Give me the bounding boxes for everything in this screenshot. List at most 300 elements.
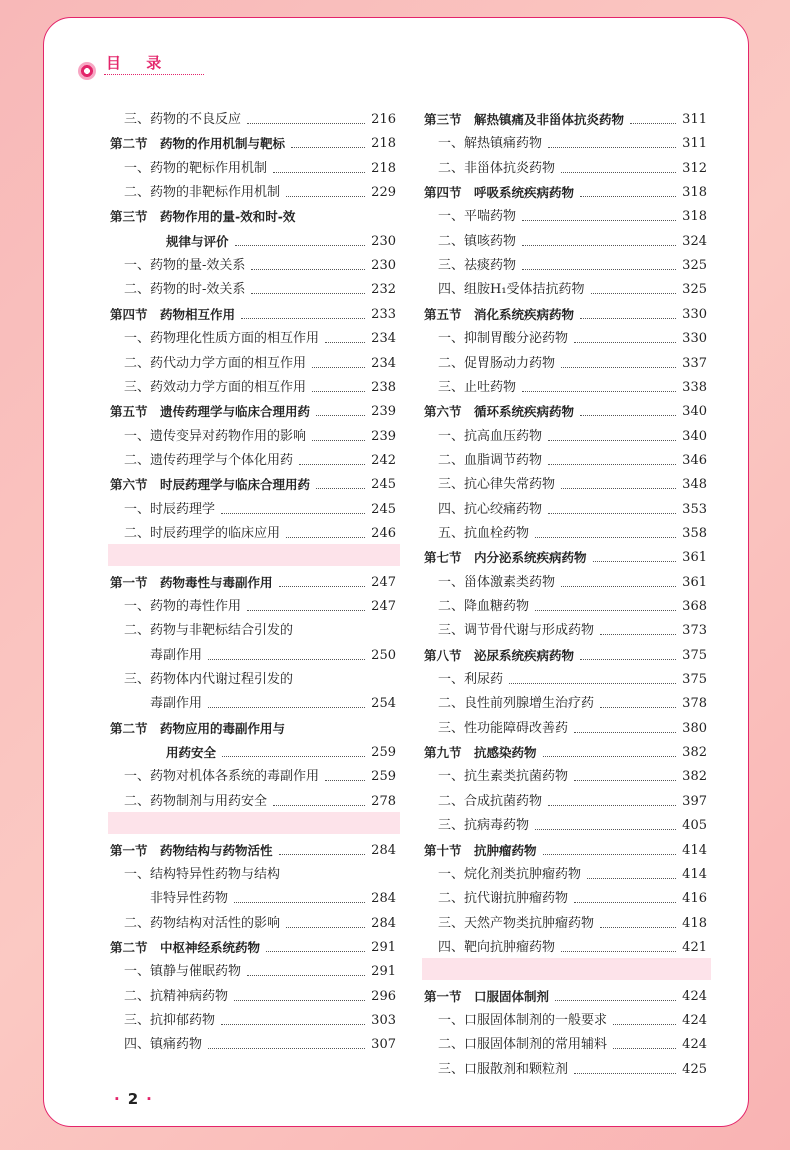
toc-entry-title: 第七节 内分泌系统疾病药物 — [424, 550, 587, 566]
toc-section[interactable] — [110, 932, 396, 956]
toc-entry-title: 三、天然产物类抗肿瘤药物 — [438, 915, 595, 931]
toc-entry-title: 第一节 药物毒性与毒副作用 — [110, 574, 273, 590]
toc-section[interactable] — [424, 396, 707, 420]
toc-entry-page: 325 — [682, 258, 707, 274]
toc-entry-page: 378 — [682, 696, 707, 712]
dot-leader — [286, 196, 365, 197]
toc-section[interactable] — [110, 567, 396, 591]
dot-leader — [221, 1024, 365, 1025]
dot-leader — [561, 367, 676, 368]
toc-entry-title: 四、镇痛药物 — [124, 1037, 203, 1053]
toc-entry-title: 第三节 解热镇痛及非甾体抗炎药物 — [424, 112, 625, 127]
toc-entry[interactable] — [124, 494, 396, 518]
toc-entry-title: 二、抗代谢抗肿瘤药物 — [438, 891, 569, 907]
chapter-highlight — [422, 958, 711, 980]
toc-entry[interactable] — [124, 1029, 396, 1053]
dot-leader — [574, 780, 676, 781]
toc-entry-page: 340 — [682, 428, 707, 444]
toc-entry-page: 216 — [371, 112, 396, 127]
toc-entry-title: 用药安全 — [166, 745, 217, 761]
dot-leader — [291, 147, 365, 148]
toc-entry-title: 四、抗心绞痛药物 — [438, 501, 543, 517]
toc-section[interactable] — [110, 299, 396, 323]
toc-section[interactable] — [424, 981, 707, 1005]
dot-leader — [279, 854, 366, 855]
page-footer — [106, 1090, 160, 1108]
toc-entry-title: 二、抗精神病药物 — [124, 988, 229, 1004]
dot-leader — [535, 537, 676, 538]
dot-leader — [235, 245, 366, 246]
dot-leader — [600, 634, 676, 635]
dot-leader — [574, 902, 676, 903]
dot-leader — [312, 391, 365, 392]
toc-entry-title: 三、止吐药物 — [438, 379, 517, 395]
toc-entry-title: 一、药物对机体各系统的毒副作用 — [124, 769, 320, 785]
dot-leader — [593, 561, 677, 562]
toc-entry[interactable] — [124, 323, 396, 347]
toc-entry-page: 296 — [371, 988, 396, 1004]
toc-entry-page: 311 — [682, 112, 707, 127]
dot-leader — [273, 805, 365, 806]
toc-entry[interactable] — [150, 883, 396, 907]
toc-entry-page: 361 — [682, 574, 707, 590]
toc-section[interactable] — [424, 835, 707, 859]
toc-entry[interactable] — [438, 1054, 707, 1078]
toc-entry-title: 一、解热镇痛药物 — [438, 136, 543, 152]
dot-leader — [580, 415, 676, 416]
dot-leader — [574, 732, 676, 733]
toc-entry-page: 218 — [371, 136, 396, 152]
toc-entry-page: 375 — [682, 672, 707, 688]
toc-entry[interactable] — [438, 688, 707, 712]
toc-entry[interactable] — [438, 908, 707, 932]
dot-leader — [543, 756, 677, 757]
toc-entry-title: 一、烷化剂类抗肿瘤药物 — [438, 866, 582, 882]
toc-entry-page: 382 — [682, 745, 707, 761]
toc-entry-page: 278 — [371, 793, 396, 809]
toc-entry-page: 361 — [682, 550, 707, 566]
toc-entry-title: 第八节 泌尿系统疾病药物 — [424, 647, 575, 663]
toc-entry-page: 337 — [682, 355, 707, 371]
toc-entry-page: 254 — [371, 696, 396, 712]
toc-entry-page: 418 — [682, 915, 707, 931]
toc-entry[interactable] — [438, 348, 707, 372]
toc-entry[interactable] — [124, 153, 396, 177]
toc-entry-title: 四、靶向抗肿瘤药物 — [438, 939, 556, 955]
dot-leader — [251, 269, 365, 270]
toc-entry-title: 一、药物的毒性作用 — [124, 599, 242, 614]
toc-entry[interactable] — [438, 226, 707, 250]
toc-entry-page: 291 — [371, 939, 396, 955]
toc-entry-page: 325 — [682, 282, 707, 298]
toc-section[interactable] — [424, 104, 707, 128]
toc-entry[interactable] — [124, 956, 396, 980]
toc-entry[interactable] — [124, 591, 396, 615]
page-header — [78, 56, 278, 96]
dot-leader — [548, 464, 676, 465]
toc-entry-title: 一、抗高血压药物 — [438, 428, 543, 444]
toc-entry-page: 303 — [371, 1012, 396, 1028]
toc-entry[interactable] — [150, 640, 396, 664]
dot-leader — [522, 220, 676, 221]
toc-entry-title: 第四节 药物相互作用 — [110, 306, 236, 322]
toc-section[interactable] — [166, 226, 396, 250]
toc-entry-title: 第九节 抗感染药物 — [424, 745, 537, 761]
toc-entry[interactable] — [438, 445, 707, 469]
toc-section[interactable] — [110, 396, 396, 420]
toc-entry-title: 第四节 呼吸系统疾病药物 — [424, 185, 575, 201]
toc-entry-title: 第二节 中枢神经系统药物 — [110, 939, 261, 955]
toc-section[interactable] — [166, 737, 396, 761]
toc-entry-title: 第一节 药物结构与药物活性 — [110, 842, 273, 858]
toc-entry[interactable] — [124, 177, 396, 201]
toc-entry-title: 二、降血糖药物 — [438, 599, 530, 614]
dot-leader — [316, 488, 365, 489]
dot-leader — [286, 927, 365, 928]
toc-entry[interactable] — [438, 1005, 707, 1029]
toc-entry-page: 234 — [371, 331, 396, 347]
dot-leader — [208, 1048, 365, 1049]
dot-leader — [574, 1073, 676, 1074]
toc-entry[interactable] — [150, 688, 396, 712]
toc-entry-title: 四、组胺H₁受体拮抗药物 — [438, 282, 585, 298]
toc-entry-title: 一、药物的量-效关系 — [124, 258, 246, 274]
dot-leader — [522, 269, 676, 270]
dot-leader — [325, 780, 365, 781]
dot-leader — [279, 586, 366, 587]
toc-entry-page: 318 — [682, 209, 707, 225]
toc-entry-page: 358 — [682, 525, 707, 541]
dot-leader — [561, 488, 676, 489]
toc-entry[interactable] — [438, 1029, 707, 1053]
dot-leader — [630, 123, 676, 124]
dot-leader — [548, 805, 676, 806]
footer-dot-right: · — [146, 1090, 152, 1108]
dot-leader — [535, 829, 676, 830]
toc-entry-page: 247 — [371, 574, 396, 590]
toc-section[interactable] — [110, 201, 396, 225]
dot-leader — [247, 610, 365, 611]
toc-entry-page: 318 — [682, 185, 707, 201]
toc-entry-title: 二、遗传药理学与个体化用药 — [124, 452, 294, 468]
toc-entry-title: 非特异性药物 — [150, 891, 229, 907]
toc-entry[interactable] — [438, 567, 707, 591]
toc-entry[interactable] — [438, 153, 707, 177]
toc-entry[interactable] — [438, 859, 707, 883]
dot-leader — [247, 975, 365, 976]
toc-entry-title: 五、抗血栓药物 — [438, 525, 530, 541]
toc-entry-title: 三、药物的不良反应 — [124, 112, 242, 127]
toc-entry-page: 353 — [682, 501, 707, 517]
toc-entry-title: 第十节 抗肿瘤药物 — [424, 842, 537, 858]
toc-entry-title: 规律与评价 — [166, 233, 229, 249]
toc-entry[interactable] — [124, 1005, 396, 1029]
toc-section[interactable] — [110, 835, 396, 859]
toc-entry-title: 毒副作用 — [150, 647, 203, 663]
toc-entry-title: 一、时辰药理学 — [124, 501, 216, 517]
toc-entry-title: 一、甾体激素类药物 — [438, 574, 556, 590]
toc-entry-page: 348 — [682, 477, 707, 493]
toc-entry-page: 373 — [682, 623, 707, 639]
toc-entry-title: 第五节 遗传药理学与临床合理用药 — [110, 404, 311, 420]
toc-entry-page: 229 — [371, 185, 396, 201]
toc-entry-title: 第三节 药物作用的量-效和时-效 — [110, 209, 296, 225]
dot-leader — [613, 1024, 676, 1025]
chapter-highlight — [108, 544, 400, 566]
dot-leader — [251, 293, 365, 294]
toc-entry-title: 第六节 时辰药理学与临床合理用药 — [110, 477, 311, 493]
dot-leader — [222, 756, 365, 757]
toc-entry-page: 424 — [682, 1037, 707, 1053]
dot-leader — [580, 196, 676, 197]
dot-leader — [312, 440, 365, 441]
toc-entry-page: 232 — [371, 282, 396, 298]
toc-entry[interactable] — [124, 445, 396, 469]
toc-entry-title: 一、遗传变异对药物作用的影响 — [124, 428, 307, 444]
toc-entry-title: 一、镇静与催眠药物 — [124, 964, 242, 980]
dot-leader — [509, 683, 676, 684]
dot-leader — [543, 854, 677, 855]
toc-entry-title: 毒副作用 — [150, 696, 203, 712]
dot-leader — [580, 318, 676, 319]
toc-entry-page: 416 — [682, 891, 707, 907]
toc-entry-page: 239 — [371, 404, 396, 420]
toc-entry-title: 二、合成抗菌药物 — [438, 793, 543, 809]
toc-entry[interactable] — [438, 494, 707, 518]
dot-leader — [587, 878, 676, 879]
toc-entry-page: 340 — [682, 404, 707, 420]
toc-entry[interactable] — [438, 883, 707, 907]
toc-entry-title: 三、调节骨代谢与形成药物 — [438, 623, 595, 639]
toc-entry-page: 425 — [682, 1061, 707, 1077]
toc-entry-page: 330 — [682, 306, 707, 322]
toc-section[interactable] — [424, 542, 707, 566]
toc-entry-title: 第二节 药物应用的毒副作用与 — [110, 720, 286, 736]
toc-entry-page: 307 — [371, 1037, 396, 1053]
toc-entry[interactable] — [438, 713, 707, 737]
toc-entry[interactable] — [124, 348, 396, 372]
toc-entry-page: 242 — [371, 452, 396, 468]
toc-section[interactable] — [110, 469, 396, 493]
toc-entry-title: 三、抗心律失常药物 — [438, 477, 556, 493]
toc-entry[interactable] — [124, 761, 396, 785]
dot-leader — [286, 537, 365, 538]
toc-entry-page: 245 — [371, 477, 396, 493]
dot-leader — [555, 1000, 676, 1001]
toc-section[interactable] — [424, 640, 707, 664]
dot-leader — [266, 951, 365, 952]
dot-leader — [522, 245, 676, 246]
toc-entry[interactable] — [438, 518, 707, 542]
toc-entry-title: 二、药物制剂与用药安全 — [124, 793, 268, 809]
toc-entry[interactable] — [438, 810, 707, 834]
toc-entry-title: 第二节 药物的作用机制与靶标 — [110, 136, 286, 152]
toc-entry[interactable] — [438, 201, 707, 225]
toc-entry-page: 246 — [371, 525, 396, 541]
toc-entry-page: 338 — [682, 379, 707, 395]
toc-entry-page: 424 — [682, 1012, 707, 1028]
toc-entry[interactable] — [124, 518, 396, 542]
dot-leader — [600, 707, 676, 708]
dot-leader — [316, 415, 365, 416]
toc-entry-page: 230 — [371, 233, 396, 249]
toc-entry-title: 二、良性前列腺增生治疗药 — [438, 696, 595, 712]
toc-entry[interactable] — [438, 421, 707, 445]
toc-entry-page: 368 — [682, 599, 707, 614]
toc-entry-page: 284 — [371, 891, 396, 907]
toc-entry-page: 421 — [682, 939, 707, 955]
toc-entry[interactable] — [438, 615, 707, 639]
toc-entry-title: 第六节 循环系统疾病药物 — [424, 404, 575, 420]
toc-entry-page: 218 — [371, 160, 396, 176]
toc-entry-page: 250 — [371, 647, 396, 663]
toc-entry-page: 311 — [682, 136, 707, 152]
toc-entry-page: 382 — [682, 769, 707, 785]
toc-entry[interactable] — [124, 421, 396, 445]
toc-entry[interactable] — [124, 908, 396, 932]
dot-leader — [208, 659, 365, 660]
toc-entry-title: 第一节 口服固体制剂 — [424, 988, 550, 1004]
toc-entry-page: 291 — [371, 964, 396, 980]
toc-entry[interactable] — [124, 664, 396, 688]
dot-leader — [535, 610, 676, 611]
toc-section[interactable] — [110, 128, 396, 152]
dot-leader — [234, 1000, 365, 1001]
toc-entry[interactable] — [438, 591, 707, 615]
toc-entry-title: 三、性功能障碍改善药 — [438, 720, 569, 736]
toc-entry-page: 259 — [371, 745, 396, 761]
toc-entry-title: 二、血脂调节药物 — [438, 452, 543, 468]
dot-leader — [241, 318, 365, 319]
dot-leader — [325, 342, 365, 343]
dot-leader — [574, 342, 676, 343]
toc-entry[interactable] — [124, 250, 396, 274]
toc-entry-title: 一、口服固体制剂的一般要求 — [438, 1012, 608, 1028]
toc-entry-page: 284 — [371, 915, 396, 931]
toc-entry-page: 234 — [371, 355, 396, 371]
toc-entry[interactable] — [438, 372, 707, 396]
toc-entry-title: 三、药物体内代谢过程引发的 — [124, 672, 294, 688]
toc-entry[interactable] — [124, 786, 396, 810]
toc-entry-page: 247 — [371, 599, 396, 614]
toc-entry-page: 346 — [682, 452, 707, 468]
flower-logo-icon — [78, 62, 96, 80]
dot-leader — [208, 707, 365, 708]
toc-entry-title: 二、促胃肠动力药物 — [438, 355, 556, 371]
toc-entry-page: 380 — [682, 720, 707, 736]
toc-entry-title: 二、药物的时-效关系 — [124, 282, 246, 298]
toc-entry-title: 一、结构特异性药物与结构 — [124, 866, 281, 882]
toc-entry-title: 二、药代动力学方面的相互作用 — [124, 355, 307, 371]
toc-entry[interactable] — [438, 274, 707, 298]
dot-leader — [548, 147, 676, 148]
toc-entry-page: 233 — [371, 306, 396, 322]
toc-entry-page: 424 — [682, 988, 707, 1004]
dot-leader — [613, 1048, 676, 1049]
dot-leader — [561, 172, 676, 173]
toc-entry-page: 414 — [682, 866, 707, 882]
toc-entry-page: 330 — [682, 331, 707, 347]
toc-entry-title: 一、药物的靶标作用机制 — [124, 160, 268, 176]
dot-leader — [299, 464, 365, 465]
toc-entry[interactable] — [438, 761, 707, 785]
toc-entry[interactable] — [124, 104, 396, 128]
toc-entry[interactable] — [438, 664, 707, 688]
toc-entry-title: 一、抑制胃酸分泌药物 — [438, 331, 569, 347]
dot-leader — [580, 659, 676, 660]
toc-section[interactable] — [424, 737, 707, 761]
dot-leader — [561, 951, 676, 952]
toc-entry-title: 三、祛痰药物 — [438, 258, 517, 274]
toc-entry-title: 三、抗病毒药物 — [438, 818, 530, 834]
toc-entry-title: 一、药物理化性质方面的相互作用 — [124, 331, 320, 347]
toc-entry-page: 230 — [371, 258, 396, 274]
toc-entry[interactable] — [124, 859, 396, 883]
toc-entry[interactable] — [438, 250, 707, 274]
dot-leader — [273, 172, 365, 173]
toc-entry-page: 284 — [371, 842, 396, 858]
dot-leader — [247, 123, 365, 124]
dot-leader — [312, 367, 365, 368]
toc-entry-title: 二、镇咳药物 — [438, 233, 517, 249]
chapter-highlight — [108, 812, 400, 834]
toc-entry-title: 二、时辰药理学的临床应用 — [124, 525, 281, 541]
toc-entry[interactable] — [124, 372, 396, 396]
toc-entry[interactable] — [124, 981, 396, 1005]
dot-leader — [548, 513, 676, 514]
toc-entry-page: 405 — [682, 818, 707, 834]
toc-entry-title: 三、口服散剂和颗粒剂 — [438, 1061, 569, 1077]
toc-entry[interactable] — [124, 615, 396, 639]
toc-entry-page: 245 — [371, 501, 396, 517]
toc-section[interactable] — [110, 713, 396, 737]
toc-section[interactable] — [424, 177, 707, 201]
toc-entry-page: 324 — [682, 233, 707, 249]
toc-entry-page: 414 — [682, 842, 707, 858]
page-number: 2 — [127, 1090, 139, 1108]
toc-entry-page: 259 — [371, 769, 396, 785]
toc-entry[interactable] — [438, 128, 707, 152]
toc-entry-page: 239 — [371, 428, 396, 444]
toc-entry-page: 238 — [371, 379, 396, 395]
toc-entry[interactable] — [124, 274, 396, 298]
footer-dot-left: · — [114, 1090, 120, 1108]
toc-entry-title: 二、口服固体制剂的常用辅料 — [438, 1037, 608, 1053]
dot-leader — [234, 902, 365, 903]
toc-entry-page: 397 — [682, 793, 707, 809]
toc-entry[interactable] — [438, 786, 707, 810]
toc-entry-title: 二、药物结构对活性的影响 — [124, 915, 281, 931]
toc-entry[interactable] — [438, 323, 707, 347]
header-divider — [104, 74, 204, 75]
toc-entry-title: 二、药物与非靶标结合引发的 — [124, 623, 294, 639]
toc-entry-title: 三、药效动力学方面的相互作用 — [124, 379, 307, 395]
dot-leader — [548, 440, 676, 441]
toc-entry-title: 一、利尿药 — [438, 672, 504, 688]
toc-section[interactable] — [424, 299, 707, 323]
toc-entry-title: 二、非甾体抗炎药物 — [438, 160, 556, 176]
toc-entry[interactable] — [438, 469, 707, 493]
toc-entry-title: 第五节 消化系统疾病药物 — [424, 306, 575, 322]
dot-leader — [221, 513, 365, 514]
toc-entry-title: 二、药物的非靶标作用机制 — [124, 185, 281, 201]
toc-title: 目 录 — [106, 54, 172, 72]
dot-leader — [561, 586, 676, 587]
dot-leader — [600, 927, 676, 928]
dot-leader — [522, 391, 676, 392]
toc-entry-page: 375 — [682, 647, 707, 663]
toc-entry[interactable] — [438, 932, 707, 956]
